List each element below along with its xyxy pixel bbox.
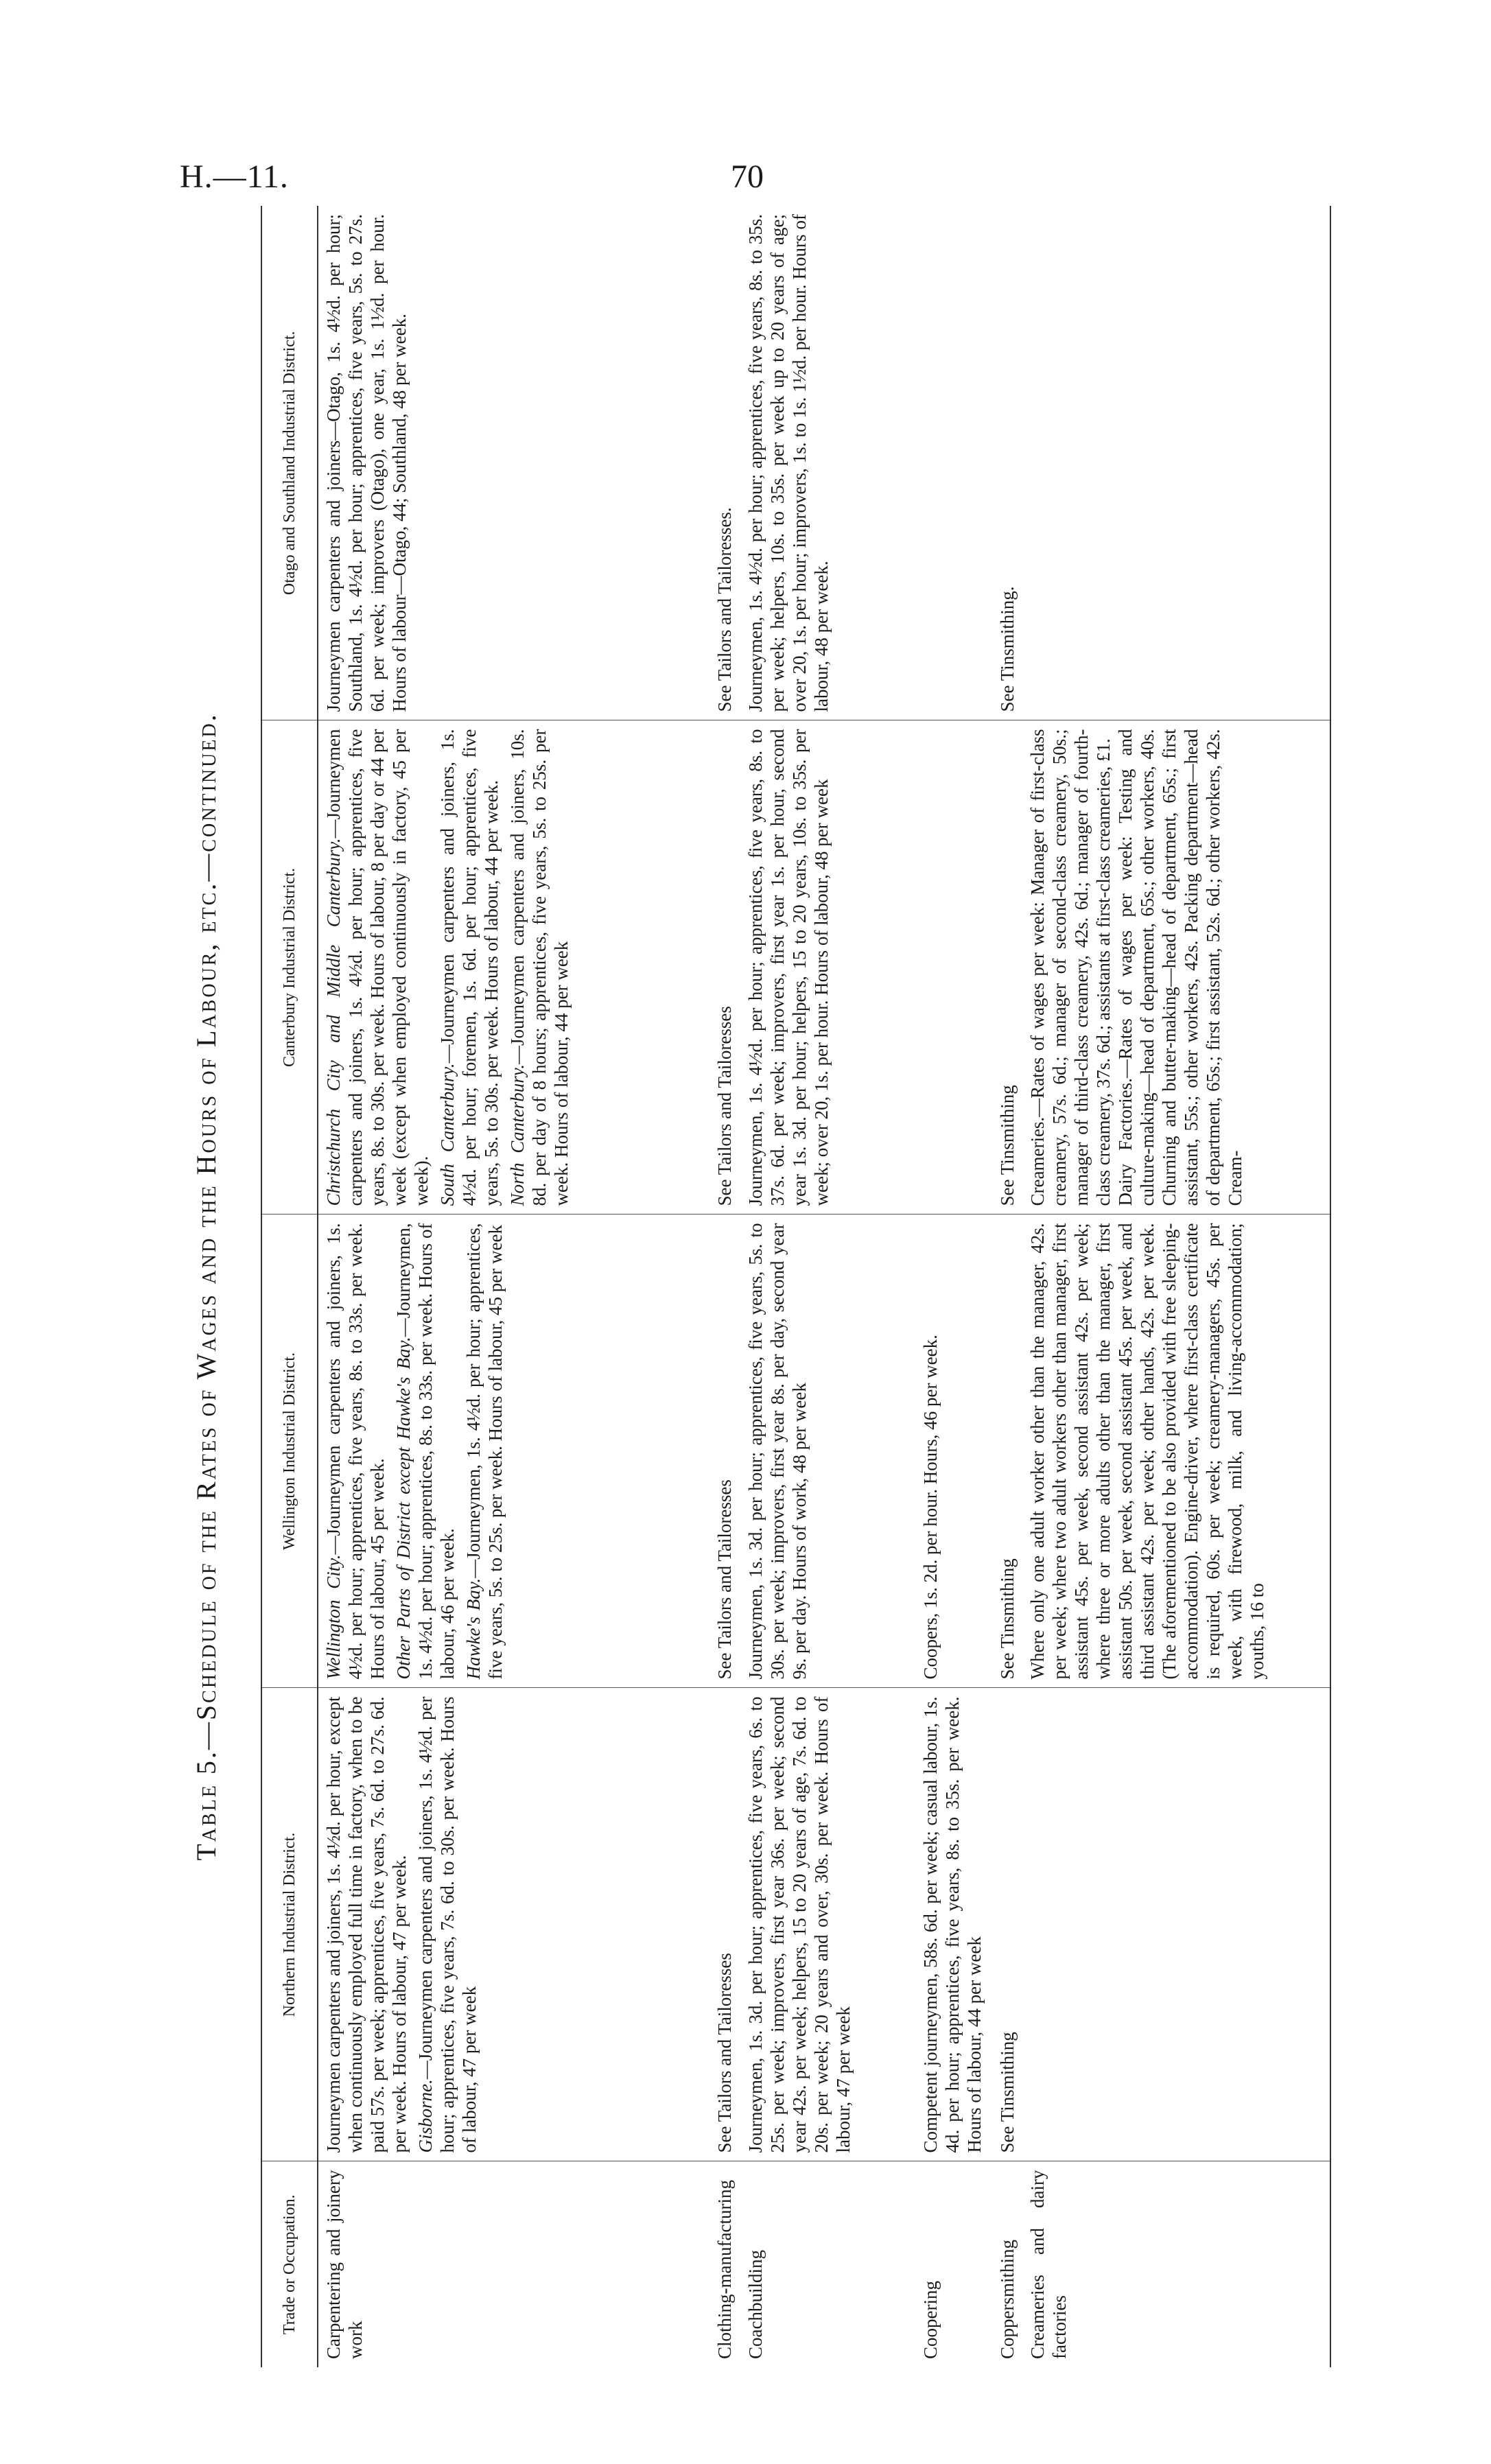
northern-cell: Competent journeymen, 58s. 6d. per week; casual labour, 1s. 4d. per hour; apprentices, five years, 8s. to 35s. per week. Hours of labour, 44 per week: [915, 1688, 992, 2161]
table-row: [318, 206, 709, 2367]
table-row: [1022, 206, 1330, 2367]
wages-schedule-table: [261, 206, 1331, 2367]
trade-cell: Clothing-manufacturing: [714, 2180, 735, 2359]
header-canterbury: Canterbury Industrial District.: [261, 720, 318, 1215]
northern-cell: Journeymen carpenters and joiners, 1s. 4½d. per hour, except when continuously employed full time in factory, when to be paid 57s. per week; apprentices, five years, 7s. 6d. to 27s. 6d. per week. Hours of labour, 47 per week. Gisborne.—Journeymen carpenters and joiners, 1s. 4½d. per hour; apprentices, five years, 7s. 6d. to 30s. per week. Hours of labour, 47 per week: [318, 1688, 709, 2161]
table-row: [709, 206, 740, 2367]
northern-cell: Journeymen, 1s. 3d. per hour; apprentices, five years, 6s. to 25s. per week; improvers, first year 36s. per week; second year 42s. per week; helpers, 15 to 20 years of age, 7s. 6d. to 20s. per week; 20 years and over, 30s. per week. Hours of labour, 47 per week: [740, 1688, 915, 2161]
canterbury-cell: [915, 720, 992, 1215]
wellington-cell: Where only one adult worker other than the manager, 42s. per week; where two adult workers other than manager, first assistant 45s. per week, second assistant 42s. per week; where three or more adults other than the manager, first assistant 50s. per week, second assistant 45s. per week, and third assistant 42s. per week; other hands, 42s. per week. (The aforementioned to be also provided with free sleeping-accommodation). Engine-driver, where first-class certificate is required, 60s. per week; creamery-managers, 45s. per week, with firewood, milk, and living-accommodation; youths, 16 to: [1022, 1215, 1330, 1688]
trade-cell: Coppersmithing: [996, 2240, 1018, 2359]
wellington-cell: Journeymen, 1s. 3d. per hour; apprentices, five years, 5s. to 30s. per week; improvers, first year 8s. per day, second year 9s. per day. Hours of work, 48 per week: [740, 1215, 915, 1688]
otago-cell: See Tinsmithing.: [992, 206, 1023, 720]
trade-cell: Coopering: [919, 2281, 941, 2359]
trade-cell: Coachbuilding: [744, 2250, 766, 2359]
canterbury-cell: Creameries.—Rates of wages per week: Manager of first-class creamery, 57s. 6d.; manager of second-class creamery, 50s.; manager of third-class creamery, 42s. 6d.; manager of fourth-class creamery, 37s. 6d.; assistants at first-class creameries, £1. Dairy Factories.—Rates of wages per week: Testing and culture-making—head of department, 65s.; other workers, 40s. Churning and butter-making—head of department, 65s.; first assistant, 55s.; other workers, 42s. Packing department—head of department, 65s.; first assistant, 52s. 6d.; other workers, 42s. Cream-: [1022, 720, 1330, 1215]
table-row: [740, 206, 915, 2367]
canterbury-cell: Christchurch City and Middle Canterbury.—Journeymen carpenters and joiners, 1s. 4½d. per hour; apprentices, five years, 8s. to 30s. per week. Hours of labour, 8 per day or 44 per week (except when employed continuously in factory, 45 per week). South Canterbury.—Journeymen carpenters and joiners, 1s. 4½d. per hour; foremen, 1s. 6d. per hour; apprentices, five years, 5s. to 30s. per week. Hours of labour, 44 per week. North Canterbury.—Journeymen carpenters and joiners, 10s. 8d. per day of 8 hours; apprentices, five years, 5s. to 25s. per week. Hours of labour, 44 per week: [318, 720, 709, 1215]
canterbury-cell: Journeymen, 1s. 4½d. per hour; apprentices, five years, 8s. to 37s. 6d. per week; improvers, first year 1s. per hour, second year 1s. 3d. per hour; helpers, 15 to 20 years, 10s. to 35s. per week; over 20, 1s. per hour. Hours of labour, 48 per week: [740, 720, 915, 1215]
trade-cell: Creameries and dairy factories: [1022, 2161, 1330, 2367]
rotated-table-region: [165, 206, 1345, 2367]
header-row: [261, 206, 318, 2367]
header-wellington: Wellington Industrial District.: [261, 1215, 318, 1688]
otago-cell: [915, 206, 992, 720]
wellington-cell: Wellington City.—Journeymen carpenters and joiners, 1s. 4½d. per hour; apprentices, five years, 8s. to 33s. per week. Hours of labour, 45 per week. Other Parts of District except Hawke's Bay.—Journeymen, 1s. 4½d. per hour; apprentices, 8s. to 33s. per week. Hours of labour, 46 per week. Hawke's Bay.—Journeymen, 1s. 4½d. per hour; apprentices, five years, 5s. to 25s. per week. Hours of labour, 45 per week: [318, 1215, 709, 1688]
table-title: Table 5.—Schedule of the Rates of Wages and the Hours of Labour, etc.—continued.: [190, 712, 222, 1861]
otago-cell: See Tailors and Tailoresses.: [709, 206, 740, 720]
canterbury-cell: See Tailors and Tailoresses: [709, 720, 740, 1215]
wellington-cell: See Tailors and Tailoresses: [709, 1215, 740, 1688]
page-identifier: H.—11.: [180, 159, 289, 195]
canterbury-cell: See Tinsmithing: [992, 720, 1023, 1215]
table-row: [915, 206, 992, 2367]
page-number: 70: [731, 159, 764, 195]
otago-cell: Journeymen, 1s. 4½d. per hour; apprentices, five years, 8s. to 35s. per week; helpers, 10s. to 35s. per week up to 20 years of age; over 20, 1s. per hour; improvers, 1s. to 1s. 1½d. per hour. Hours of labour, 48 per week.: [740, 206, 915, 720]
wellington-cell: Coopers, 1s. 2d. per hour. Hours, 46 per week.: [915, 1215, 992, 1688]
table-row: [992, 206, 1023, 2367]
header-trade: Trade or Occupation.: [261, 2161, 318, 2367]
header-otago: Otago and Southland Industrial District.: [261, 206, 318, 720]
wellington-cell: See Tinsmithing: [992, 1215, 1023, 1688]
trade-cell: Carpentering and joinery work: [323, 2170, 366, 2359]
northern-cell: See Tailors and Tailoresses: [709, 1688, 740, 2161]
northern-cell: See Tinsmithing: [992, 1688, 1023, 2161]
otago-cell: Journeymen carpenters and joiners—Otago, 1s. 4½d. per hour; Southland, 1s. 4½d. per hour; apprentices, five years, 5s. to 27s. 6d. per week; improvers (Otago), one year, 1s. 1½d. per hour. Hours of labour—Otago, 44; Southland, 48 per week.: [318, 206, 709, 720]
otago-cell: [1022, 206, 1330, 720]
header-northern: Northern Industrial District.: [261, 1688, 318, 2161]
northern-cell: [1022, 1688, 1330, 2161]
